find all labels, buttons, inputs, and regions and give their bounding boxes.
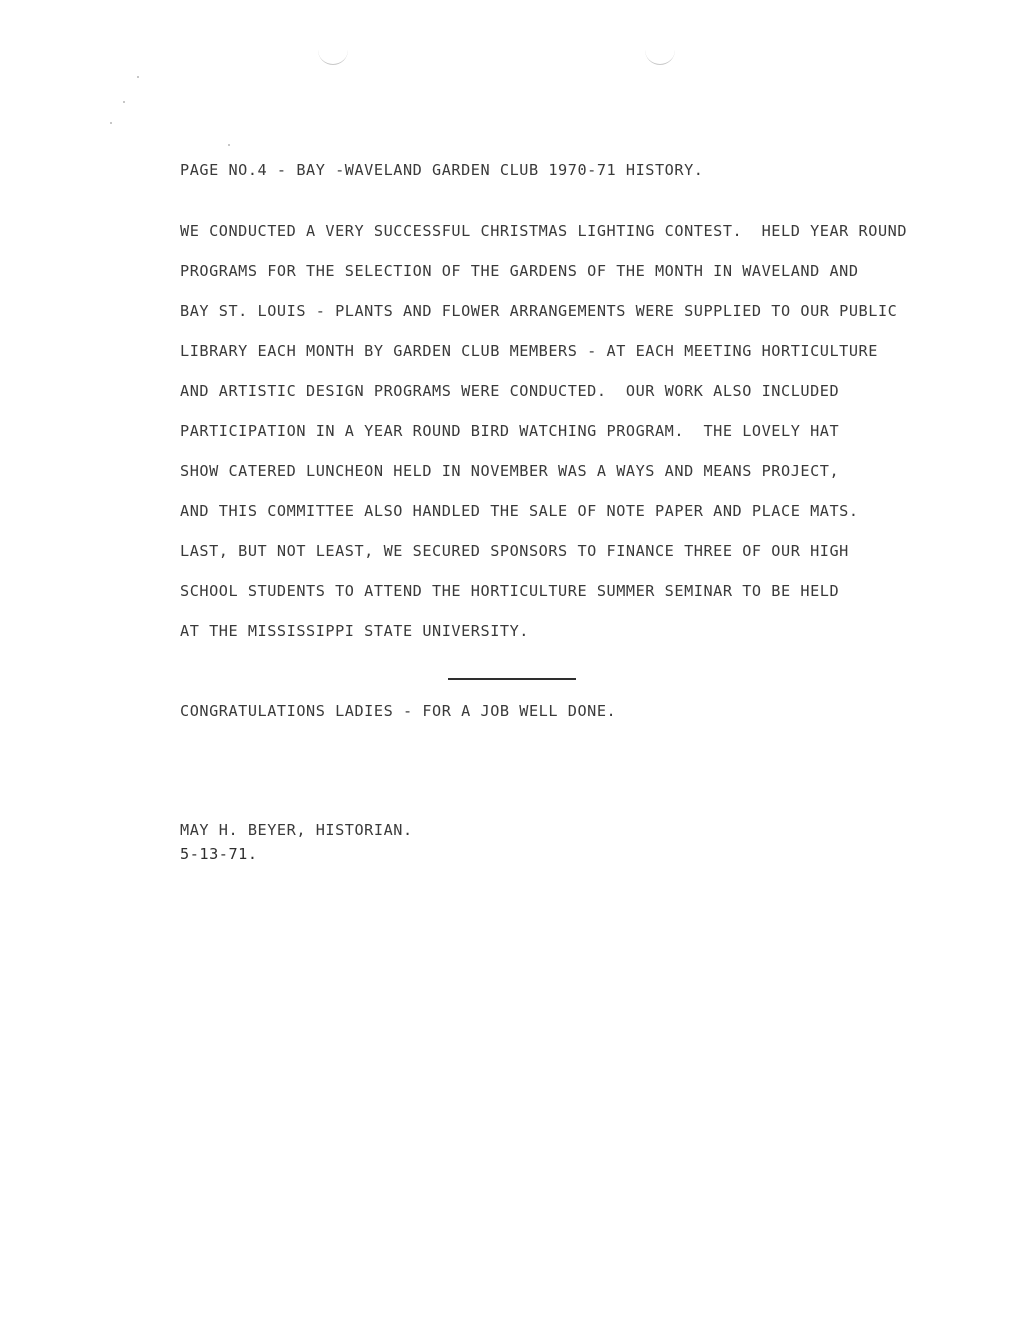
body-line: SCHOOL STUDENTS TO ATTEND THE HORTICULTURE SUMMER SEMINAR TO BE HELD (180, 582, 840, 600)
paper-speck (228, 144, 230, 146)
body-text (180, 221, 907, 661)
paper-speck (110, 122, 112, 124)
body-line: LAST, BUT NOT LEAST, WE SECURED SPONSORS TO FINANCE THREE OF OUR HIGH (180, 542, 849, 560)
punch-hole-mark (645, 50, 675, 65)
body-line: WE CONDUCTED A VERY SUCCESSFUL CHRISTMAS LIGHTING CONTEST. HELD YEAR ROUND (180, 222, 908, 240)
body-line: PARTICIPATION IN A YEAR ROUND BIRD WATCHING PROGRAM. THE LOVELY HAT (180, 422, 840, 440)
body-line: AT THE MISSISSIPPI STATE UNIVERSITY. (180, 622, 529, 640)
body-line: AND ARTISTIC DESIGN PROGRAMS WERE CONDUCTED. OUR WORK ALSO INCLUDED (180, 382, 840, 400)
paper-speck (137, 76, 139, 78)
punch-hole-mark (318, 50, 348, 65)
body-line: AND THIS COMMITTEE ALSO HANDLED THE SALE OF NOTE PAPER AND PLACE MATS. (180, 502, 859, 520)
body-line: SHOW CATERED LUNCHEON HELD IN NOVEMBER WAS A WAYS AND MEANS PROJECT, (180, 462, 840, 480)
body-line: BAY ST. LOUIS - PLANTS AND FLOWER ARRANGEMENTS WERE SUPPLIED TO OUR PUBLIC (180, 302, 898, 320)
section-divider (448, 678, 576, 680)
signature-name: MAY H. BEYER, HISTORIAN. (180, 821, 413, 839)
closing-line: CONGRATULATIONS LADIES - FOR A JOB WELL DONE. (180, 702, 617, 720)
page-header: PAGE NO.4 - BAY -WAVELAND GARDEN CLUB 1970-71 HISTORY. (180, 161, 704, 179)
body-line: PROGRAMS FOR THE SELECTION OF THE GARDENS OF THE MONTH IN WAVELAND AND (180, 262, 859, 280)
body-line: LIBRARY EACH MONTH BY GARDEN CLUB MEMBERS - AT EACH MEETING HORTICULTURE (180, 342, 878, 360)
signature-date: 5-13-71. (180, 845, 258, 863)
paper-speck (123, 101, 125, 103)
